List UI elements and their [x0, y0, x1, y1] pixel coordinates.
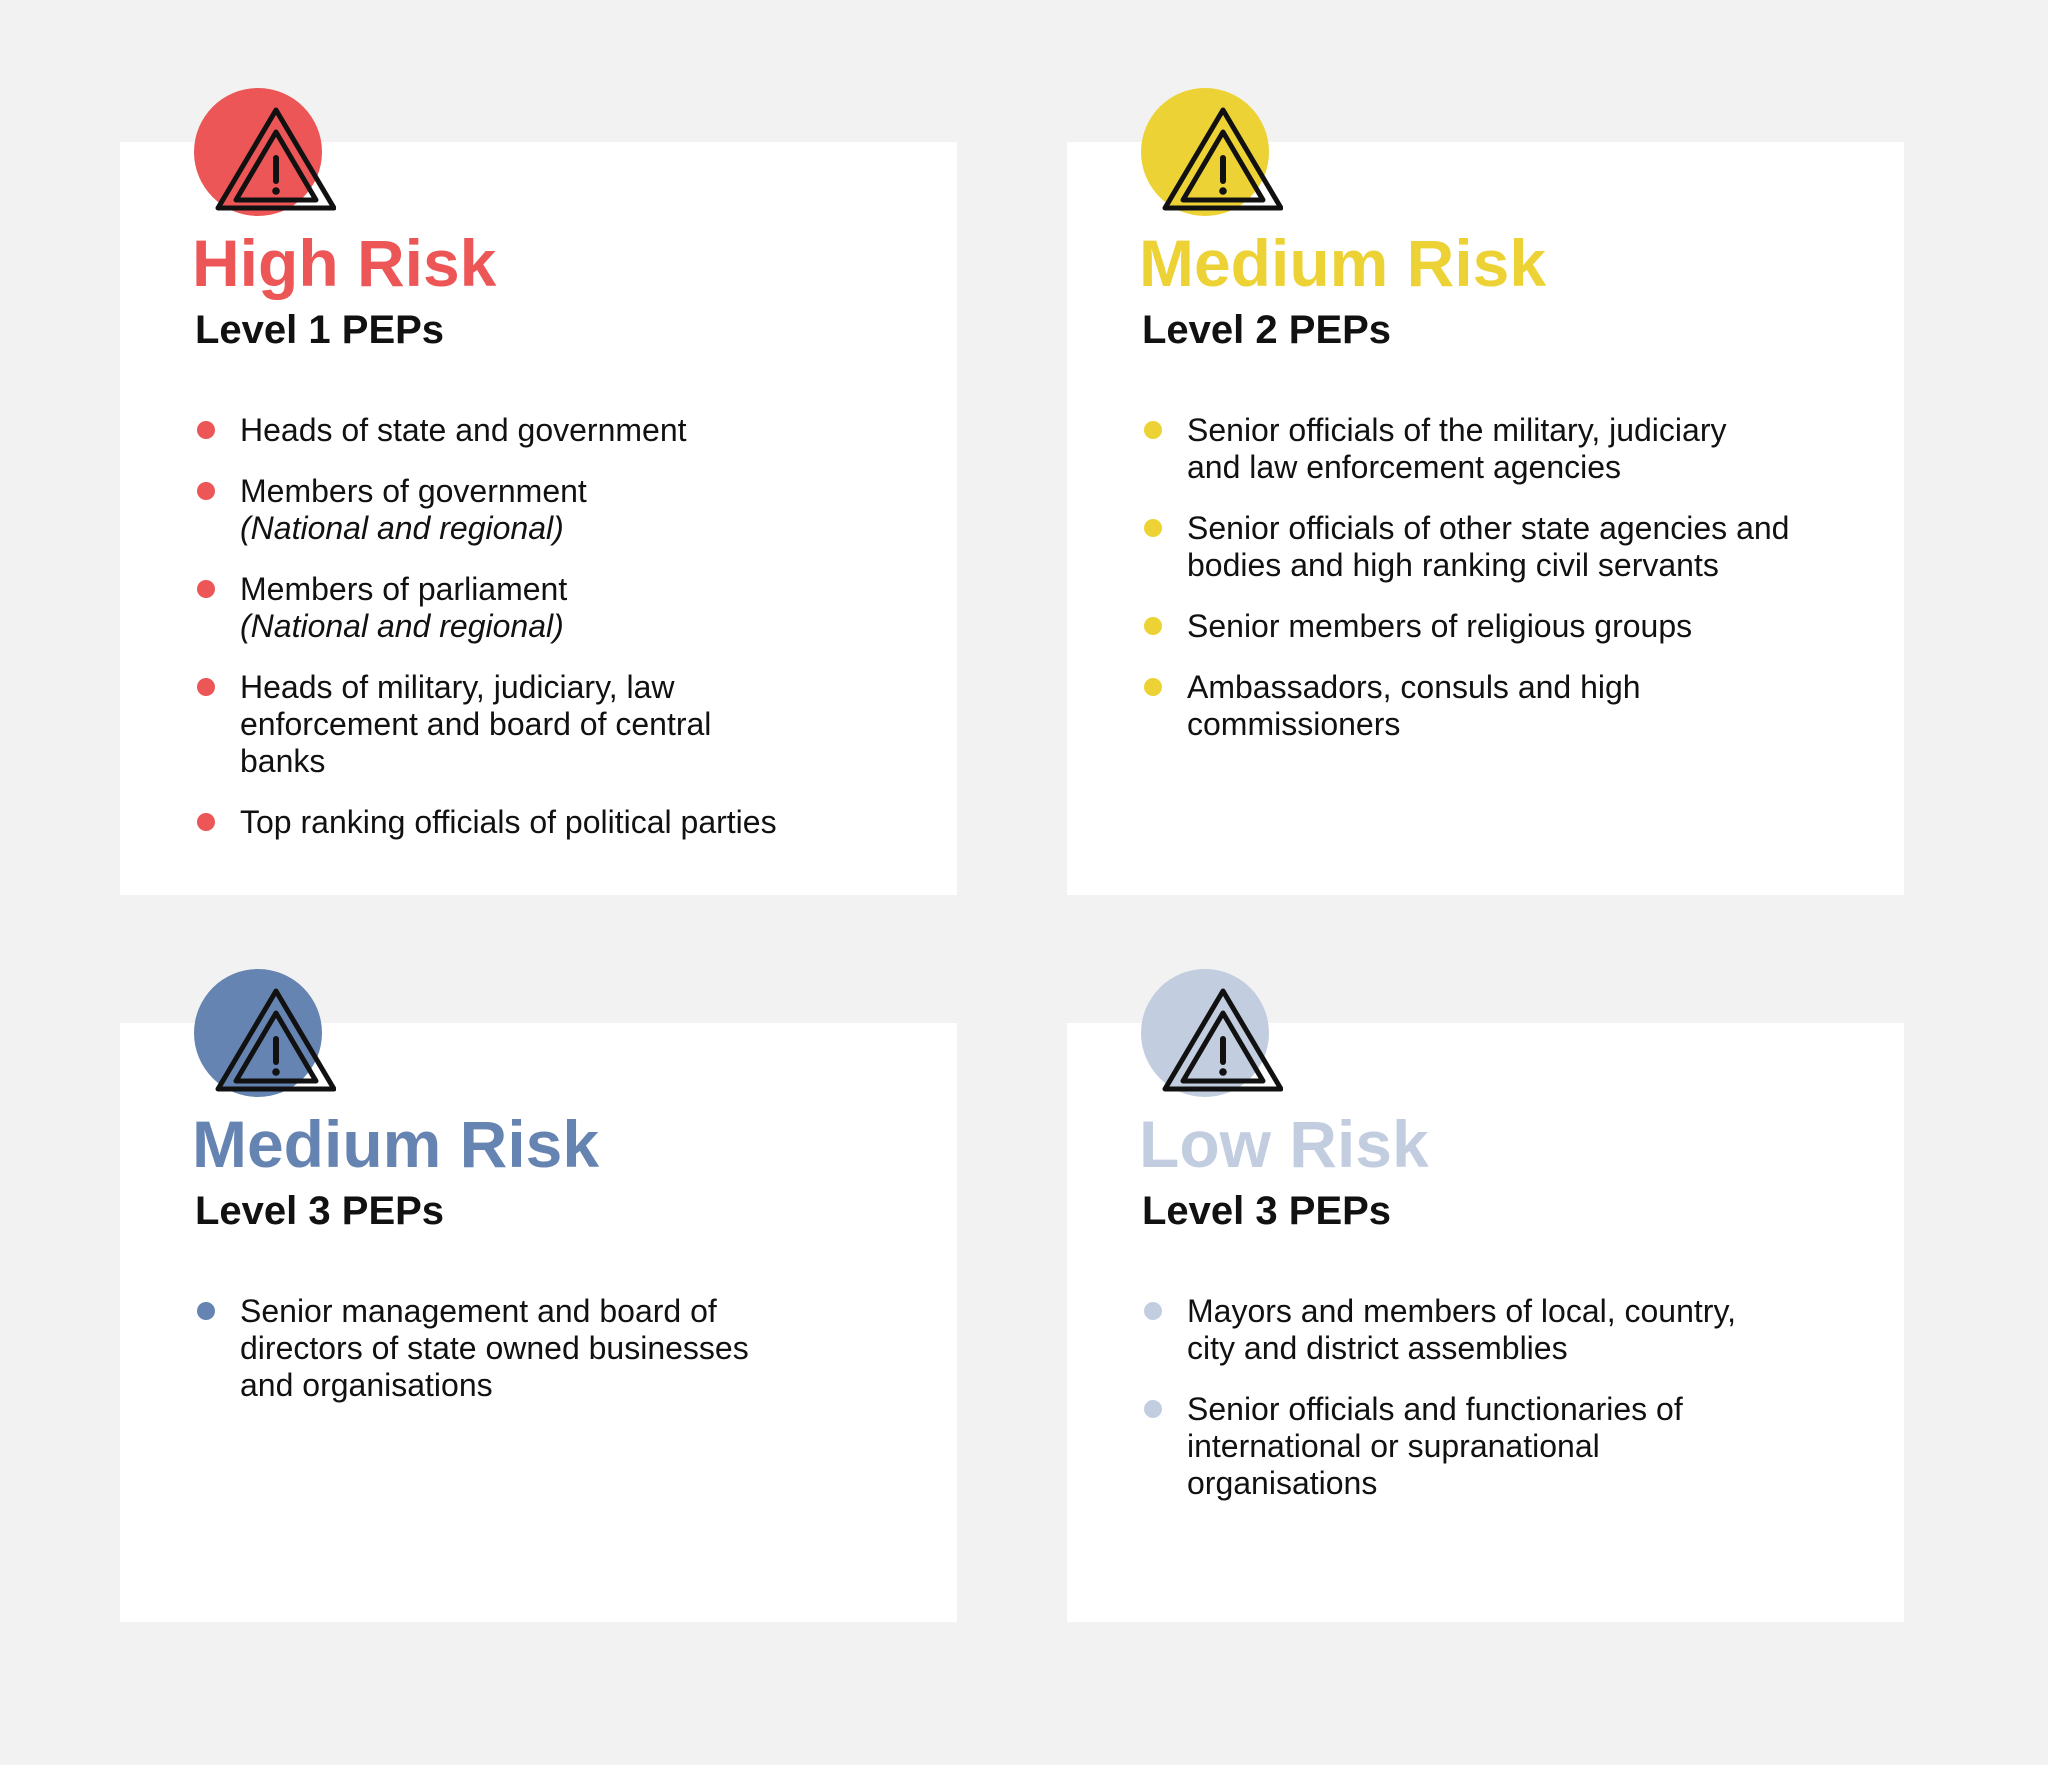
risk-card-low	[1067, 1023, 1904, 1622]
list-item-note: (National and regional)	[240, 510, 564, 546]
list-item-text: Top ranking officials of political parties	[240, 804, 777, 840]
list-item-text: Senior officials of other state agencies and bodies and high ranking civil servants	[1187, 510, 1790, 583]
pep-list	[1142, 1293, 1852, 1526]
list-item	[195, 669, 905, 780]
list-item	[195, 571, 905, 645]
list-item-text: Members of parliament	[240, 571, 568, 607]
list-item-text: Senior officials of the military, judiciary and law enforcement agencies	[1187, 412, 1727, 485]
pep-list	[195, 412, 905, 865]
pep-level-label: Level 2 PEPs	[1142, 308, 1392, 352]
list-item-text: Heads of military, judiciary, law enforcement and board of central banks	[240, 669, 712, 779]
bullet-dot	[197, 1302, 215, 1320]
risk-title: High Risk	[192, 226, 497, 300]
list-item	[1142, 412, 1852, 486]
bullet-dot	[1144, 1302, 1162, 1320]
list-item-text: Senior officials and functionaries of international or supranational organisations	[1187, 1391, 1683, 1501]
pep-list	[195, 1293, 905, 1428]
warning-triangle-icon	[194, 969, 336, 1099]
list-item-text: Senior management and board of directors of state owned businesses and organisations	[240, 1293, 749, 1403]
list-item-text: Ambassadors, consuls and high commissioners	[1187, 669, 1641, 742]
list-item-text: Mayors and members of local, country, city and district assemblies	[1187, 1293, 1736, 1366]
bullet-dot	[197, 421, 215, 439]
bullet-dot	[1144, 1400, 1162, 1418]
list-item-text: Heads of state and government	[240, 412, 687, 448]
bullet-dot	[1144, 421, 1162, 439]
list-item	[195, 1293, 905, 1404]
pep-level-label: Level 1 PEPs	[195, 308, 445, 352]
list-item	[1142, 510, 1852, 584]
list-item	[1142, 1391, 1852, 1502]
pep-list	[1142, 412, 1852, 767]
list-item	[1142, 1293, 1852, 1367]
bullet-dot	[1144, 617, 1162, 635]
bullet-dot	[197, 813, 215, 831]
list-item	[1142, 608, 1852, 645]
list-item	[195, 412, 905, 449]
pep-level-label: Level 3 PEPs	[195, 1189, 445, 1233]
warning-triangle-icon	[194, 88, 336, 218]
risk-card-high	[120, 142, 957, 895]
risk-title: Low Risk	[1139, 1107, 1429, 1181]
list-item	[195, 804, 905, 841]
list-item-text: Senior members of religious groups	[1187, 608, 1693, 644]
bullet-dot	[197, 580, 215, 598]
list-item	[1142, 669, 1852, 743]
warning-triangle-icon	[1141, 88, 1283, 218]
list-item	[195, 473, 905, 547]
warning-triangle-icon	[1141, 969, 1283, 1099]
bullet-dot	[197, 678, 215, 696]
risk-card-medium-level-2	[1067, 142, 1904, 895]
risk-title: Medium Risk	[192, 1107, 600, 1181]
risk-card-medium-level-3	[120, 1023, 957, 1622]
list-item-note: (National and regional)	[240, 608, 564, 644]
bullet-dot	[1144, 519, 1162, 537]
bullet-dot	[197, 482, 215, 500]
list-item-text: Members of government	[240, 473, 587, 509]
pep-level-label: Level 3 PEPs	[1142, 1189, 1392, 1233]
risk-title: Medium Risk	[1139, 226, 1547, 300]
bullet-dot	[1144, 678, 1162, 696]
